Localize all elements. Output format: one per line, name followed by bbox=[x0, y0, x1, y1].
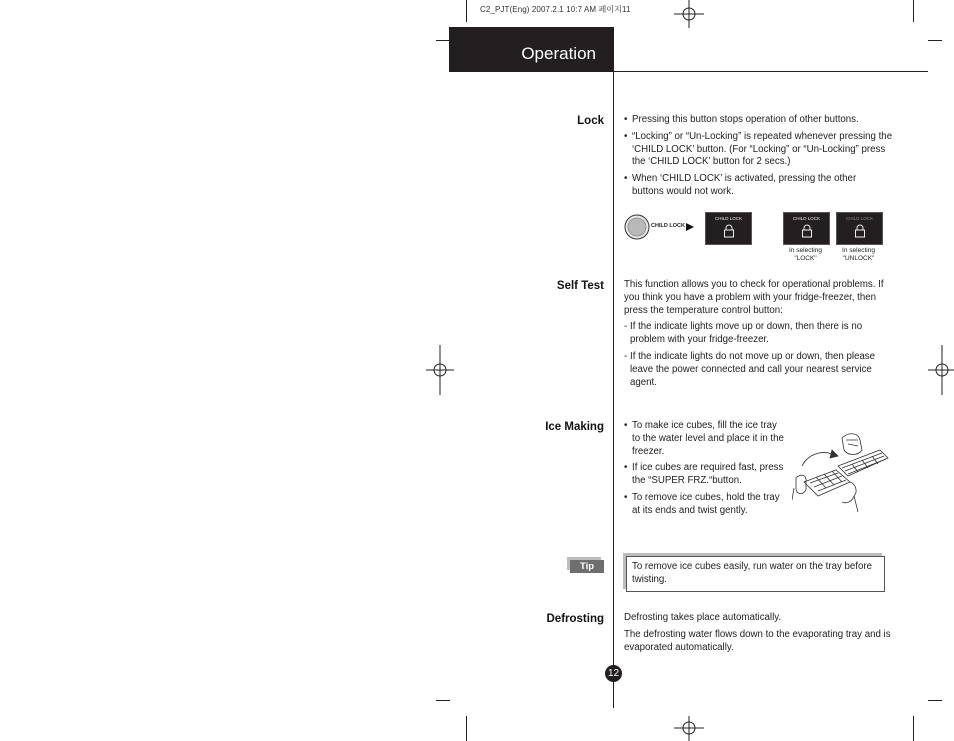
section-label-defrosting: Defrosting bbox=[546, 613, 604, 625]
registration-mark-top-icon bbox=[674, 0, 704, 30]
padlock-icon bbox=[722, 224, 736, 238]
list-item: • To remove ice cubes, hold the tray at its ends and twist gently. bbox=[624, 492, 784, 518]
tip-box bbox=[626, 556, 885, 592]
page-number: 12 bbox=[605, 665, 622, 682]
child-lock-button-label: CHILD LOCK bbox=[651, 223, 685, 229]
round-button-icon bbox=[624, 214, 650, 240]
lock-bullets bbox=[624, 114, 896, 203]
lock-panel-locked bbox=[783, 212, 830, 245]
print-header: C2_PJT(Eng) 2007.2.1 10:7 AM 페이지11 bbox=[480, 5, 631, 14]
section-label-self-test: Self Test bbox=[556, 280, 604, 292]
registration-mark-bottom-icon bbox=[674, 714, 704, 741]
paragraph: Defrosting takes place automatically. bbox=[624, 612, 782, 623]
ice-tray-illustration-icon bbox=[792, 430, 892, 518]
arrow-right-icon bbox=[685, 222, 695, 232]
ice-making-bullets bbox=[624, 420, 784, 522]
defrosting-body bbox=[624, 612, 894, 658]
title-rule bbox=[613, 71, 928, 72]
page-title: Operation bbox=[521, 44, 596, 63]
section-label-lock: Lock bbox=[577, 115, 604, 127]
tip-text: To remove ice cubes easily, run water on the tray before twisting. bbox=[632, 561, 872, 585]
caption-lock bbox=[777, 247, 834, 262]
list-item: - If the indicate lights move up or down, then there is no problem with your fridge-freezer. bbox=[624, 321, 888, 347]
caption-unlock bbox=[830, 247, 887, 262]
list-item: - If the indicate lights do not move up or down, then please leave the power connected and call your nearest service agent. bbox=[624, 351, 888, 389]
caption-line: In selecting bbox=[789, 247, 822, 254]
caption-line: In selecting bbox=[842, 247, 875, 254]
section-label-ice-making: Ice Making bbox=[545, 421, 604, 433]
column-divider bbox=[613, 27, 614, 708]
panel-label: CHILD LOCK bbox=[792, 216, 820, 221]
lock-panel-initial bbox=[705, 212, 752, 245]
padlock-icon bbox=[853, 224, 867, 238]
list-item: • When ‘CHILD LOCK’ is activated, pressing the other buttons would not work. bbox=[624, 173, 882, 199]
paragraph: The defrosting water flows down to the evaporating tray and is evaporated automatically. bbox=[624, 628, 891, 653]
list-item: • To make ice cubes, fill the ice tray to the water level and place it in the freezer. bbox=[624, 420, 784, 458]
list-item: • “Locking” or “Un-Locking” is repeated whenever pressing the ‘CHILD LOCK’ button. (For “Locking” or “Un-Locking” press the ‘CHILD LOCK’ button for 2 secs.) bbox=[624, 131, 896, 169]
registration-mark-right-icon bbox=[926, 345, 954, 395]
tip-badge: Tip bbox=[570, 560, 604, 573]
caption-line: "LOCK" bbox=[794, 254, 817, 262]
self-test-body bbox=[624, 279, 888, 393]
registration-mark-left-icon bbox=[426, 345, 456, 395]
lock-panel-unlocked bbox=[836, 212, 883, 245]
panel-label: CHILD LOCK bbox=[845, 216, 873, 221]
padlock-icon bbox=[800, 224, 814, 238]
caption-line: "UNLOCK" bbox=[842, 254, 875, 262]
self-test-intro: This function allows you to check for operational problems. If you think you have a problem with your fridge-freezer, then press the temperature control button: bbox=[624, 279, 884, 316]
list-item: • If ice cubes are required fast, press the “SUPER FRZ.“button. bbox=[624, 462, 784, 488]
panel-label: CHILD LOCK bbox=[714, 216, 742, 221]
list-item: • Pressing this button stops operation of other buttons. bbox=[624, 114, 896, 127]
